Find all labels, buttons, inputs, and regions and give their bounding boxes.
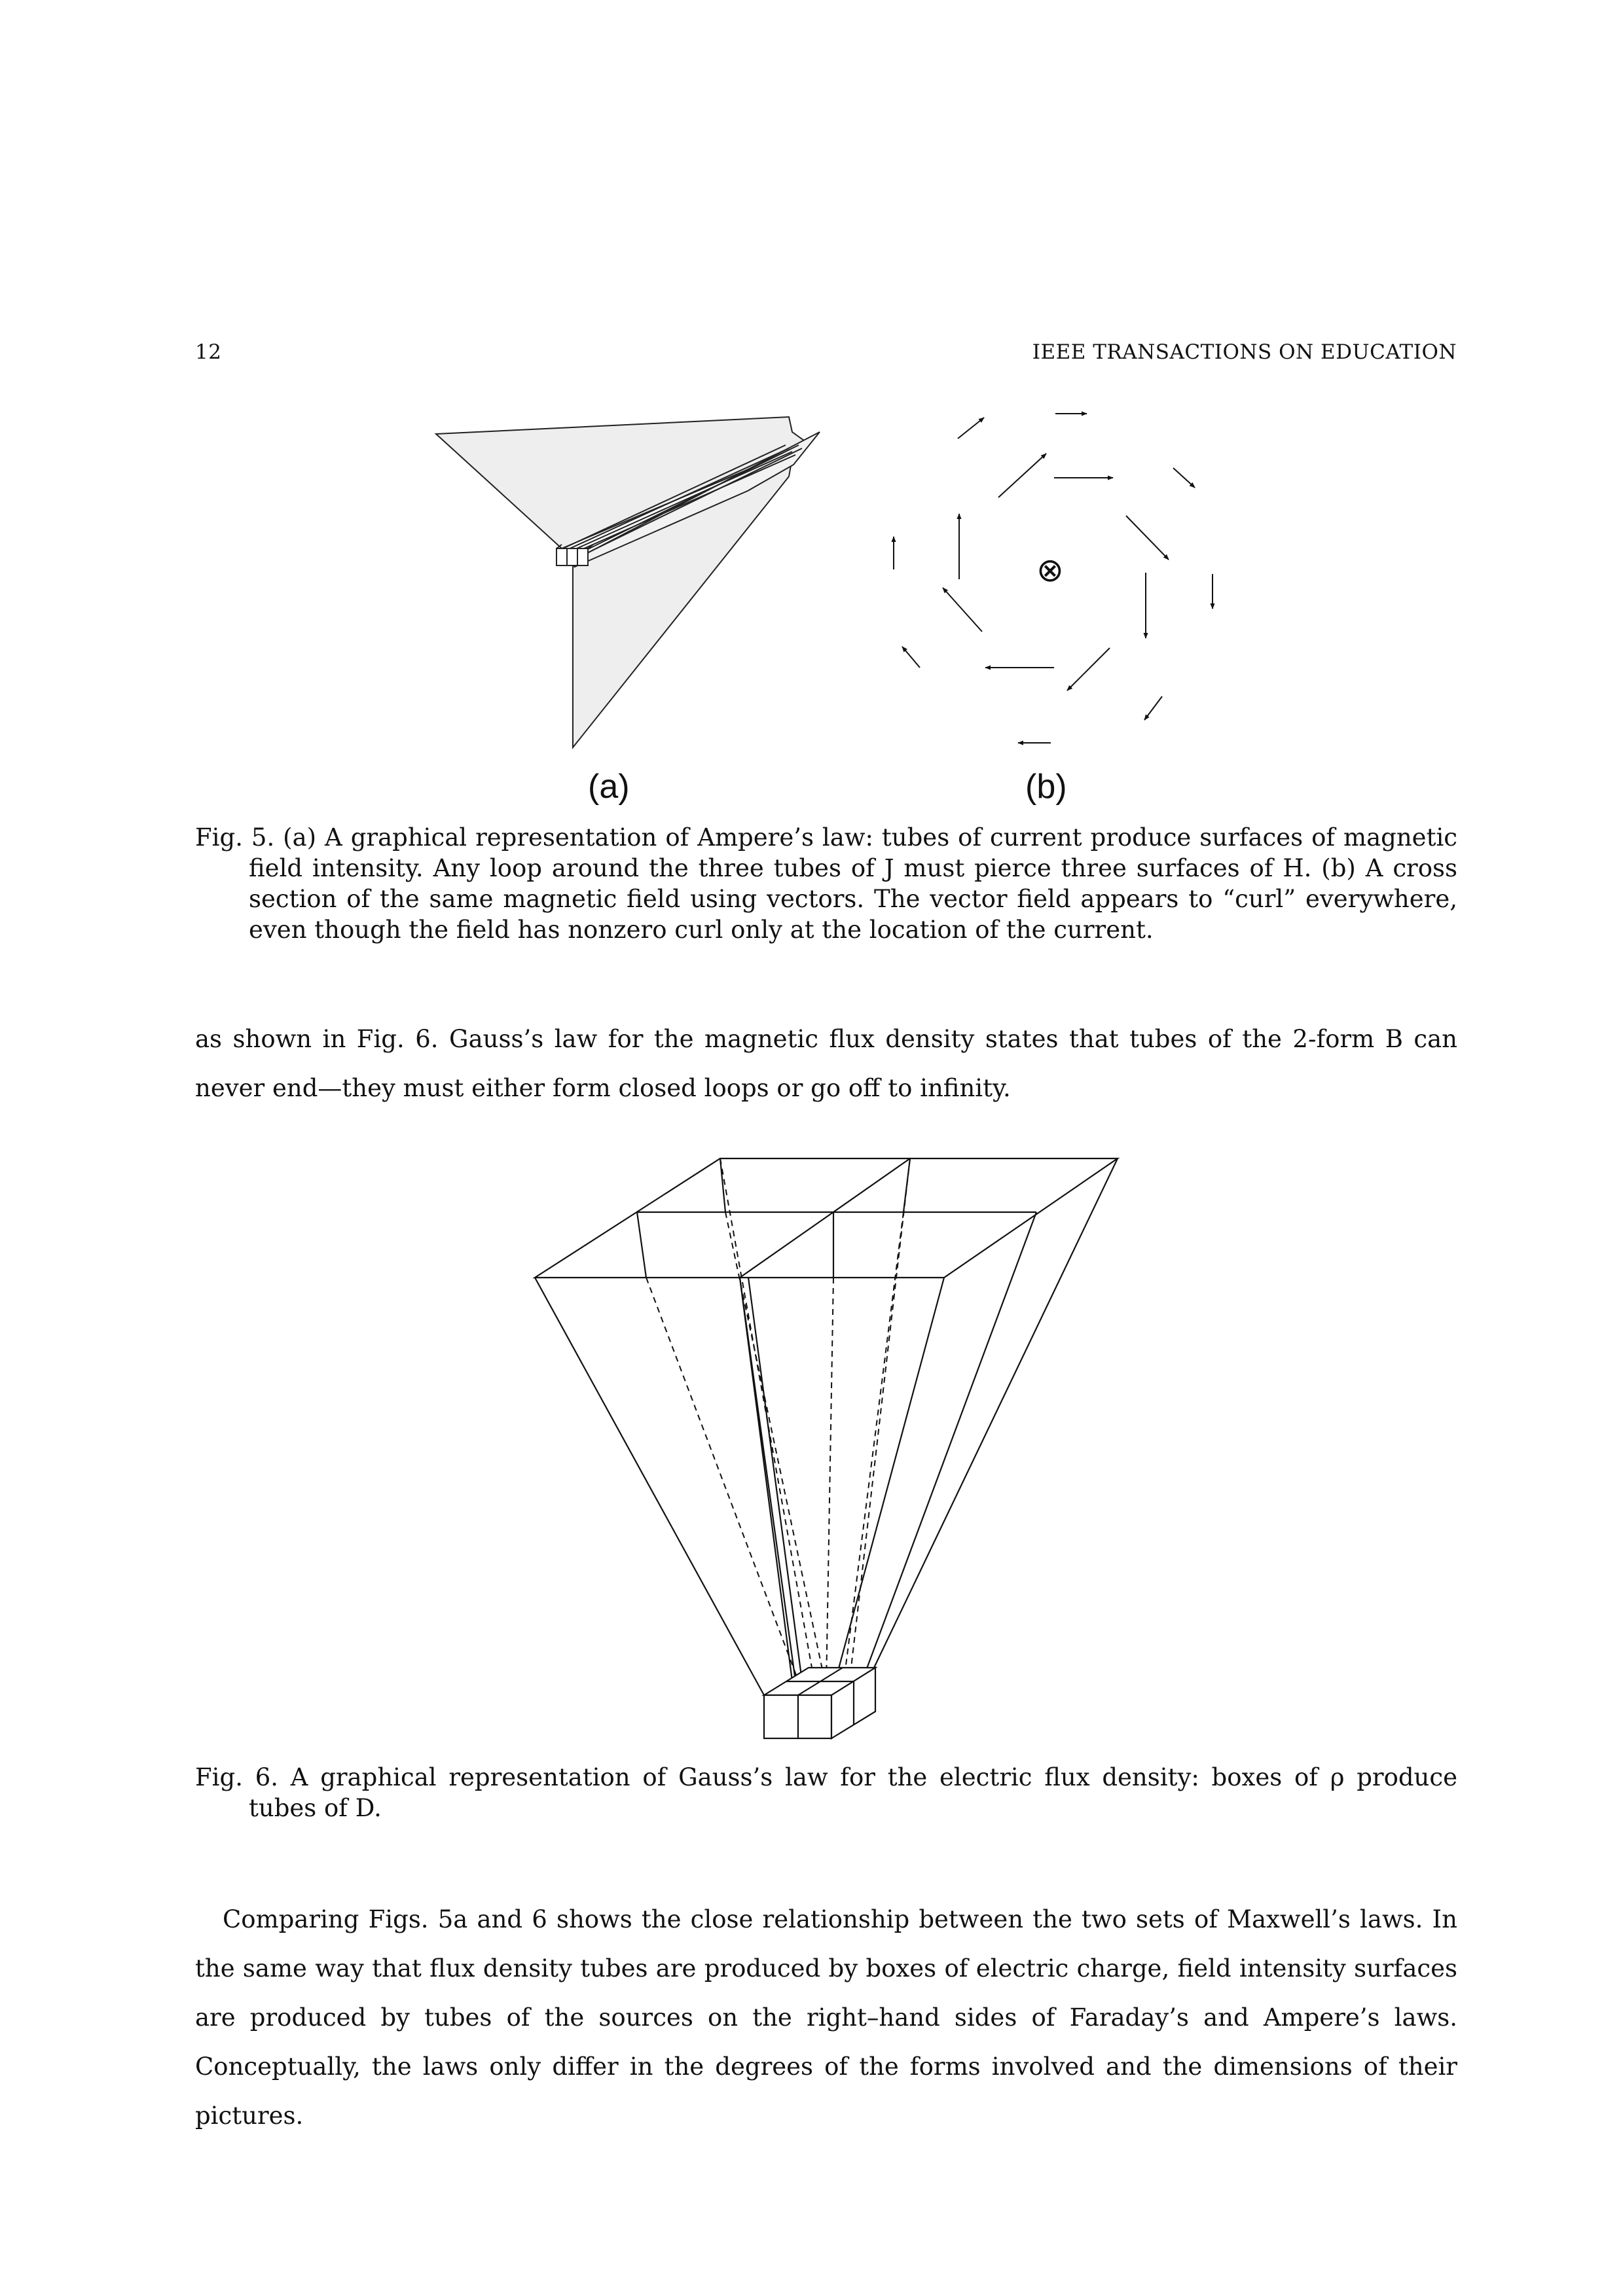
charge-box-1 [764, 1695, 798, 1738]
page-number: 12 [195, 340, 222, 364]
current-into-page-icon: ⊗ [1036, 551, 1064, 589]
charge-box-2 [798, 1695, 831, 1738]
figure-5a-label: (a) [588, 768, 630, 806]
figure-6-caption-text: Fig. 6. A graphical representation of Gauss’s law for the electric flux density: boxes of ρ produce tubes of D. [195, 1763, 1457, 1822]
figure-5b-label: (b) [1025, 768, 1067, 806]
journal-title: IEEE TRANSACTIONS ON EDUCATION [1032, 340, 1457, 364]
body-paragraph-2: Comparing Figs. 5a and 6 shows the close relationship between the two sets of Maxwell’s laws. In the same way that flux density tubes are produced by boxes of electric charge, field intensity surfaces are produced by tubes of the sources on the right–hand sides of Faraday’s and Ampere’s laws. Conceptually, the laws only differ in the degrees of the forms involved and the dimensions of their pictures. [195, 1905, 1457, 2130]
body-paragraph-1: as shown in Fig. 6. Gauss’s law for the magnetic flux density states that tubes of the 2-form B can never end—they must either form closed loops or go off to infinity. [195, 1025, 1457, 1102]
tube-top-face [535, 1158, 1118, 1278]
figure-6-caption [195, 1762, 1457, 1823]
figure-5-caption-text: Fig. 5. (a) A graphical representation of Ampere’s law: tubes of current produce surfaces of magnetic field intensity. Any loop around the three tubes of J must pierce three surfaces of H. (b) A cross section of the same magnetic field using vectors. The vector field appears to “curl” everywhere, even though the field has nonzero curl only at the location of the current. [195, 823, 1457, 944]
